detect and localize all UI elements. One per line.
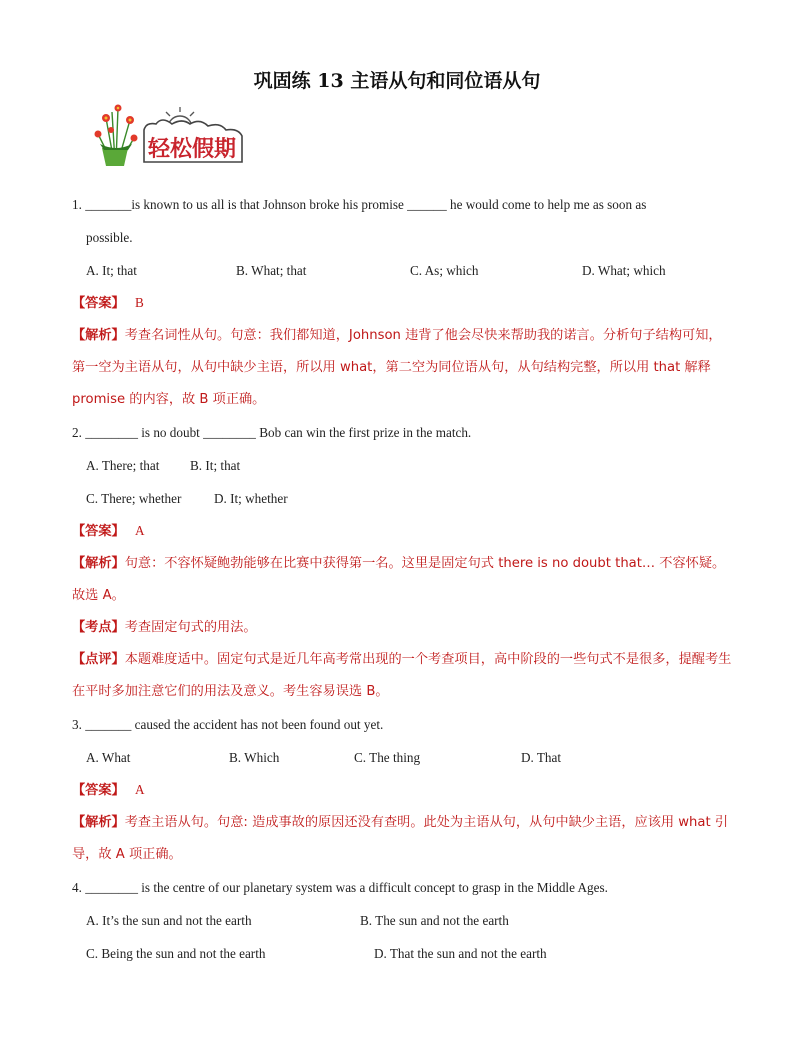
option-d[interactable]: D. That the sun and not the earth <box>374 946 547 961</box>
analysis-tag: 【解析】 <box>72 556 125 571</box>
option-a[interactable]: A. It’s the sun and not the earth <box>86 913 252 928</box>
option-a[interactable]: A. It; that <box>86 263 137 278</box>
analysis-tag: 【解析】 <box>72 328 125 343</box>
answer-line <box>72 515 732 548</box>
option-c[interactable]: C. Being the sun and not the earth <box>86 946 266 961</box>
kaodian-tag: 【考点】 <box>72 620 125 635</box>
analysis-text: 考查名词性从句。句意：我们都知道，Johnson 违背了他会尽快来帮助我的诺言。分析句子结构可知，第一空为主语从句，从句中缺少主语，所以用 what，第二空为同位语从句，从句结构完整，所以用 that 解释 promise 的内容，故 B 项正确。 <box>72 328 722 407</box>
answer-value: B <box>134 295 144 310</box>
page-title: 巩固练 13 主语从句和同位语从句 <box>253 70 541 92</box>
kaodian-block <box>72 612 732 644</box>
question-stem: 4. ________ is the centre of our planetary system was a difficult concept to grasp in the Middle Ages. <box>72 880 608 895</box>
analysis-tag: 【解析】 <box>72 815 125 830</box>
answer-line <box>72 287 732 320</box>
option-c[interactable]: C. There; whether <box>86 491 182 506</box>
dianping-text: 本题难度适中。固定句式是近几年高考常出现的一个考查项目，高中阶段的一些句式不是很多，提醒考生在平时多加注意它们的用法及意义。考生容易误选 B。 <box>72 652 732 699</box>
question-stem-cont: possible. <box>86 230 133 245</box>
option-b[interactable]: B. It; that <box>190 458 241 473</box>
question-3 <box>72 708 732 871</box>
answer-value: A <box>134 782 145 797</box>
question-stem: 3. _______ caused the accident has not been found out yet. <box>72 717 384 732</box>
analysis-block <box>72 320 732 416</box>
logo-text: 轻松假期 <box>148 137 237 162</box>
option-b[interactable]: B. The sun and not the earth <box>360 913 509 928</box>
options-row <box>72 254 732 287</box>
option-d[interactable]: D. It; whether <box>214 491 288 506</box>
dianping-block <box>72 644 732 708</box>
analysis-text: 句意：不容怀疑鲍勃能够在比赛中获得第一名。这里是固定句式 there is no doubt that… 不容怀疑。故选 A。 <box>72 556 726 603</box>
question-list <box>72 188 732 970</box>
answer-value: A <box>134 523 145 538</box>
question-1 <box>72 188 732 416</box>
options-row <box>72 937 732 970</box>
option-a[interactable]: A. What <box>86 750 131 765</box>
options-row <box>72 904 732 937</box>
options-row <box>72 741 732 774</box>
options-row <box>72 449 732 482</box>
option-b[interactable]: B. Which <box>229 750 280 765</box>
option-c[interactable]: C. The thing <box>354 750 421 765</box>
question-stem: 1. _______is known to us all is that Johnson broke his promise ______ he would come to help me as soon as <box>72 197 647 212</box>
answer-tag: 【答案】 <box>72 296 125 311</box>
option-d[interactable]: D. What; which <box>582 263 666 278</box>
holiday-logo <box>86 100 276 170</box>
answer-tag: 【答案】 <box>72 783 125 798</box>
question-2 <box>72 416 732 708</box>
analysis-text: 考查主语从句。句意: 造成事故的原因还没有查明。此处为主语从句，从句中缺少主语，应该用 what 引导，故 A 项正确。 <box>72 815 729 862</box>
analysis-block <box>72 807 732 871</box>
question-stem: 2. ________ is no doubt ________ Bob can win the first prize in the match. <box>72 425 472 440</box>
question-4 <box>72 871 732 970</box>
analysis-block <box>72 548 732 612</box>
kaodian-text: 考查固定句式的用法。 <box>124 620 257 635</box>
answer-line <box>72 774 732 807</box>
flower-pot-icon <box>86 100 276 170</box>
option-d[interactable]: D. That <box>521 750 562 765</box>
option-b[interactable]: B. What; that <box>236 263 307 278</box>
option-c[interactable]: C. As; which <box>410 263 479 278</box>
options-row <box>72 482 732 515</box>
answer-tag: 【答案】 <box>72 524 125 539</box>
dianping-tag: 【点评】 <box>72 652 125 667</box>
option-a[interactable]: A. There; that <box>86 458 160 473</box>
